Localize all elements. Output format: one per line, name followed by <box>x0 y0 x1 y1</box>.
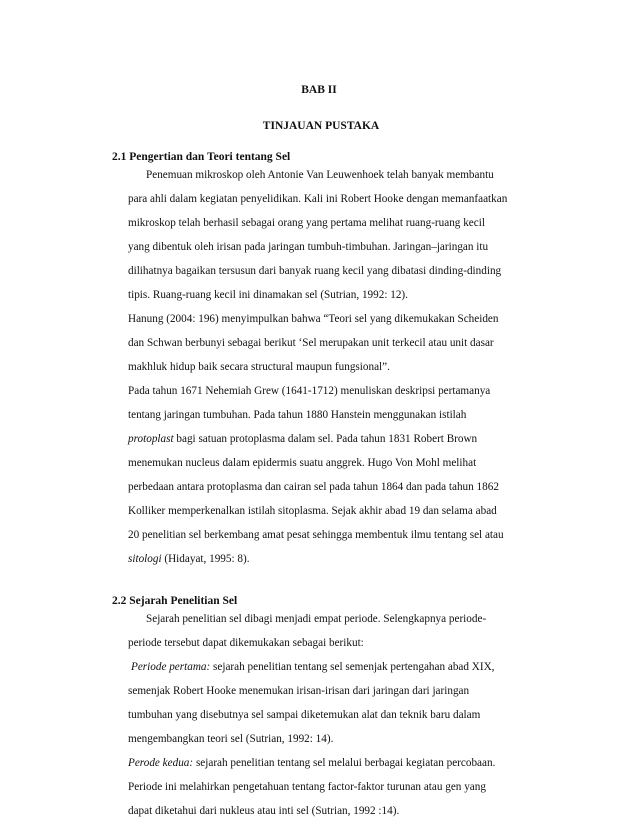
paragraph-line: periode tersebut dapat dikemukakan sebagai berikut: <box>128 637 364 649</box>
paragraph-line <box>128 433 477 445</box>
paragraph-line <box>131 661 494 673</box>
text-run: sejarah penelitian tentang sel melalui berbagai kegiatan percobaan. <box>193 757 496 769</box>
paragraph-line: dilihatnya bagaikan tersusun dari banyak ruang kecil yang dibatasi dinding-dinding <box>128 265 502 277</box>
paragraph-line: Penemuan mikroskop oleh Antonie Van Leuwenhoek telah banyak membantu <box>146 169 494 181</box>
paragraph-line: Hanung (2004: 196) menyimpulkan bahwa “Teori sel yang dikemukakan Scheiden <box>128 313 499 325</box>
paragraph-line: tipis. Ruang-ruang kecil ini dinamakan sel (Sutrian, 1992: 12). <box>128 289 408 301</box>
text-run: sejarah penelitian tentang sel semenjak pertengahan abad XIX, <box>210 661 495 673</box>
paragraph-line: yang dibentuk oleh irisan pada jaringan tumbuh-timbuhan. Jaringan–jaringan itu <box>128 241 489 253</box>
paragraph-line: mikroskop telah berhasil sebagai orang yang pertama melihat ruang-ruang kecil <box>128 217 485 229</box>
section-heading-2-2: 2.2 Sejarah Penelitian Sel <box>112 595 238 607</box>
italic-term: Perode kedua: <box>128 757 194 769</box>
paragraph-line <box>128 757 495 769</box>
paragraph-line: semenjak Robert Hooke menemukan irisan-irisan dari jaringan dari jaringan <box>128 685 470 697</box>
italic-term: sitologi <box>128 553 162 565</box>
section-heading-2-1: 2.1 Pengertian dan Teori tentang Sel <box>112 151 291 163</box>
paragraph-line: dapat diketahui dari nukleus atau inti sel (Sutrian, 1992 :14). <box>128 805 400 817</box>
paragraph-line: perbedaan antara protoplasma dan cairan sel pada tahun 1864 dan pada tahun 1862 <box>128 481 499 493</box>
paragraph-line: tentang jaringan tumbuhan. Pada tahun 1880 Hanstein menggunakan istilah <box>128 409 467 421</box>
paragraph-line: tumbuhan yang disebutnya sel sampai diketemukan alat dan teknik baru dalam <box>128 709 481 721</box>
paragraph-line: Kolliker memperkenalkan istilah sitoplasma. Sejak akhir abad 19 dan selama abad <box>128 505 497 517</box>
chapter-label: BAB II <box>301 84 337 96</box>
paragraph-line: para ahli dalam kegiatan penyelidikan. Kali ini Robert Hooke dengan memanfaatkan <box>128 193 508 205</box>
paragraph-line: makhluk hidup baik secara structural maupun fungsional”. <box>128 361 390 373</box>
paragraph-line: dan Schwan berbunyi sebagai berikut ‘Sel merupakan unit terkecil atau unit dasar <box>128 337 494 349</box>
paragraph-line: menemukan nucleus dalam epidermis suatu anggrek. Hugo Von Mohl melihat <box>128 457 477 469</box>
text-run: (Hidayat, 1995: 8). <box>161 553 250 565</box>
paragraph-line: mengembangkan teori sel (Sutrian, 1992: 14). <box>128 733 334 745</box>
text-run: bagi satuan protoplasma dalam sel. Pada tahun 1831 Robert Brown <box>173 433 478 445</box>
paragraph-line: Sejarah penelitian sel dibagi menjadi empat periode. Selengkapnya periode- <box>146 613 487 625</box>
paragraph-line: 20 penelitian sel berkembang amat pesat sehingga membentuk ilmu tentang sel atau <box>128 529 504 541</box>
paragraph-line: Pada tahun 1671 Nehemiah Grew (1641-1712) menuliskan deskripsi pertamanya <box>128 385 491 397</box>
paragraph-line: Periode ini melahirkan pengetahuan tentang factor-faktor turunan atau gen yang <box>128 781 486 793</box>
paragraph-line <box>128 553 250 565</box>
italic-term: protoplast <box>128 433 174 445</box>
italic-term: Periode pertama: <box>131 661 211 673</box>
chapter-title: TINJAUAN PUSTAKA <box>262 120 380 132</box>
